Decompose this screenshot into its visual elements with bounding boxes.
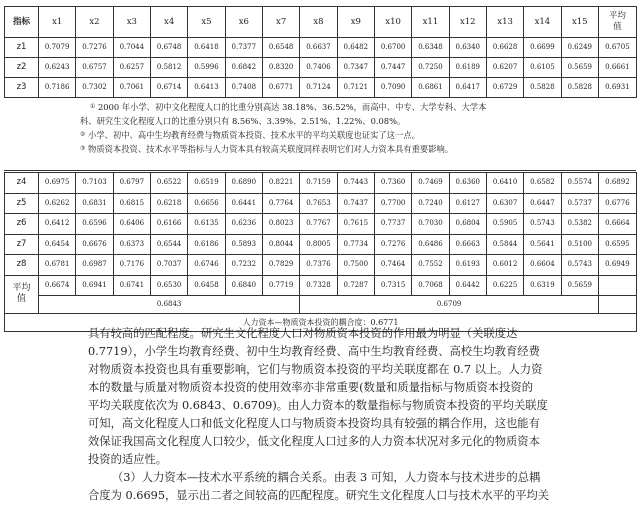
table-cell: 0.7734 <box>337 234 374 255</box>
header-x9: x9 <box>337 7 374 38</box>
table-cell: 0.7500 <box>337 255 374 276</box>
table-cell: 0.7232 <box>225 255 262 276</box>
table-cell: 0.7469 <box>412 173 449 194</box>
table-cell: 0.6186 <box>188 234 225 255</box>
bottom-data-table <box>4 172 637 332</box>
row-label: z2 <box>5 58 39 78</box>
table-cell: 0.6890 <box>225 173 262 194</box>
table-cell: 0.6249 <box>561 38 598 58</box>
table-cell: 0.6373 <box>113 234 150 255</box>
table-cell: 0.6746 <box>188 255 225 276</box>
coupling-degree: 人力资本—物质资本投资的耦合度：0.6771 <box>5 313 637 331</box>
average-cell: 0.6674 <box>39 275 76 295</box>
table-cell: 0.6748 <box>150 38 187 58</box>
row-label: z6 <box>5 214 39 235</box>
header-indicator: 指标 <box>5 7 39 38</box>
table-cell: 0.7437 <box>337 193 374 214</box>
table-cell: 0.7302 <box>76 78 113 98</box>
header-average <box>598 7 636 38</box>
table-cell: 0.6105 <box>524 58 561 78</box>
table-cell: 0.6596 <box>76 214 113 235</box>
table-cell: 0.7176 <box>113 255 150 276</box>
table-cell: 0.7767 <box>300 214 337 235</box>
table-cell: 0.6700 <box>374 38 411 58</box>
average-cell: 0.7328 <box>300 275 337 295</box>
table-cell: 0.7700 <box>374 193 411 214</box>
header-x6: x6 <box>225 7 262 38</box>
table-cell: 0.7061 <box>113 78 150 98</box>
footnote-2-mark: ② <box>80 131 86 138</box>
average-cell: 0.7068 <box>412 275 449 295</box>
table-cell: 0.6815 <box>113 193 150 214</box>
table-cell: 0.6218 <box>150 193 187 214</box>
header-x7: x7 <box>262 7 299 38</box>
group-average-empty <box>598 295 636 313</box>
table-cell: 0.7408 <box>225 78 262 98</box>
average-row-label-line1: 平均 <box>12 283 31 293</box>
table-cell: 0.6771 <box>262 78 299 98</box>
table-row <box>5 193 637 214</box>
footnote-1-mark: ① <box>90 103 96 110</box>
table-cell: 0.6412 <box>39 214 76 235</box>
row-average: 0.6705 <box>598 38 636 58</box>
group-average-row <box>5 295 637 313</box>
table-cell: 0.6189 <box>449 58 486 78</box>
average-cell: 0.6530 <box>150 275 187 295</box>
header-x4: x4 <box>150 7 187 38</box>
row-label: z7 <box>5 234 39 255</box>
table-cell: 0.7090 <box>374 78 411 98</box>
average-cell: 0.6319 <box>524 275 561 295</box>
table-cell: 0.6861 <box>412 78 449 98</box>
table-cell: 0.6699 <box>524 38 561 58</box>
table-cell: 0.5996 <box>188 58 225 78</box>
row-average: 0.6664 <box>598 214 636 235</box>
table-cell: 0.8320 <box>262 58 299 78</box>
row-label: z5 <box>5 193 39 214</box>
body-line: 合度为 0.6695，显示出二者之间较高的匹配程度。研究生文化程度人口与技术水平的平均关 <box>88 489 550 502</box>
table-cell: 0.6656 <box>188 193 225 214</box>
header-x1: x1 <box>39 7 76 38</box>
table-cell: 0.6406 <box>113 214 150 235</box>
table-cell: 0.6522 <box>150 173 187 194</box>
footnote-3: ③ 物质资本投资、技术水平等指标与人力资本具有较高关联度同样表明它们对人力资本具有重要影响。 <box>80 144 454 154</box>
average-cell: 0.7315 <box>374 275 411 295</box>
average-cell: 0.6741 <box>113 275 150 295</box>
table-cell: 0.5100 <box>561 234 598 255</box>
table-cell: 0.8005 <box>300 234 337 255</box>
group-average-quality: 0.6709 <box>300 295 599 313</box>
table-cell: 0.6243 <box>39 58 76 78</box>
table-cell: 0.5382 <box>561 214 598 235</box>
table-cell: 0.6257 <box>113 58 150 78</box>
table-cell: 0.6714 <box>150 78 187 98</box>
table-cell: 0.6548 <box>262 38 299 58</box>
body-line: 效保证我国高文化程度人口较少，低文化程度人口过多的人力资本状况对多元化的物质资本 <box>88 435 540 448</box>
table-cell: 0.7250 <box>412 58 449 78</box>
table-row <box>5 78 637 98</box>
body-line: 本的数量与质量对物质资本投资的使用效率亦非常重要(数量和质量指标与物质资本投资的 <box>88 381 533 394</box>
table-row <box>5 58 637 78</box>
table-cell: 0.5844 <box>486 234 523 255</box>
table-cell: 0.7044 <box>113 38 150 58</box>
table-cell: 0.6417 <box>449 78 486 98</box>
table-cell: 0.6127 <box>449 193 486 214</box>
bottom-table-body <box>5 173 637 276</box>
body-line: 平均关联度依次为 0.6843、0.6709)。由人力资本的数量指标与物质资本投资的平均关联度 <box>88 399 548 412</box>
body-line: 可知，高文化程度人口和低文化程度人口与物质资本投资均具有较强的耦合作用，这也能有 <box>88 417 540 430</box>
table-cell: 0.5905 <box>486 214 523 235</box>
table-cell: 0.8044 <box>262 234 299 255</box>
table-cell: 0.7552 <box>412 255 449 276</box>
table-cell: 0.6236 <box>225 214 262 235</box>
table-cell: 0.6676 <box>76 234 113 255</box>
table-cell: 0.7030 <box>412 214 449 235</box>
table-cell: 0.7240 <box>412 193 449 214</box>
header-x3: x3 <box>113 7 150 38</box>
average-cell: 0.6840 <box>225 275 262 295</box>
table-cell: 0.6410 <box>486 173 523 194</box>
table-cell: 0.7653 <box>300 193 337 214</box>
table-cell: 0.6360 <box>449 173 486 194</box>
table-cell: 0.7737 <box>374 214 411 235</box>
row-average: 0.6661 <box>598 58 636 78</box>
row-average: 0.6776 <box>598 193 636 214</box>
table-cell: 0.6842 <box>225 58 262 78</box>
footnote-1-line2: 科、研究生文化程度人口的比重分别只有 8.56%、3.39%、2.51%、1.22%、0.08%。 <box>80 116 406 126</box>
table-cell: 0.6804 <box>449 214 486 235</box>
top-data-table <box>4 6 637 98</box>
footnote-1-line1: ① 2000 年小学、初中文化程度人口的比重分别高达 38.18%、36.52%，而高中、中专、大学专科、大学本 <box>90 102 487 112</box>
footnotes <box>80 100 636 166</box>
row-average: 0.6595 <box>598 234 636 255</box>
table-cell: 0.6441 <box>225 193 262 214</box>
header-average-line2: 值 <box>613 22 622 32</box>
header-x2: x2 <box>76 7 113 38</box>
table-cell: 0.6831 <box>76 193 113 214</box>
table-cell: 0.6340 <box>449 38 486 58</box>
table-cell: 0.6628 <box>486 38 523 58</box>
average-row-label <box>5 275 39 313</box>
row-label: z8 <box>5 255 39 276</box>
table-cell: 0.6486 <box>412 234 449 255</box>
table-cell: 0.6987 <box>76 255 113 276</box>
average-cell: 0.6225 <box>486 275 523 295</box>
row-label: z4 <box>5 173 39 194</box>
average-cell: 0.6941 <box>76 275 113 295</box>
header-x12: x12 <box>449 7 486 38</box>
header-x11: x11 <box>412 7 449 38</box>
footnote-2: ② 小学、初中、高中生均教育经费与物质资本投资、技术水平的平均关联度也证实了这一点。 <box>80 130 420 140</box>
header-x10: x10 <box>374 7 411 38</box>
table-cell: 0.6604 <box>524 255 561 276</box>
table-cell: 0.7615 <box>337 214 374 235</box>
row-average: 0.6892 <box>598 173 636 194</box>
table-cell: 0.8023 <box>262 214 299 235</box>
table-cell: 0.6637 <box>300 38 337 58</box>
table-cell: 0.5641 <box>524 234 561 255</box>
table-cell: 0.5893 <box>225 234 262 255</box>
table-cell: 0.6582 <box>524 173 561 194</box>
table-cell: 0.6207 <box>486 58 523 78</box>
header-x14: x14 <box>524 7 561 38</box>
table-cell: 0.7829 <box>262 255 299 276</box>
body-line: 投资的适应性。 <box>88 453 168 466</box>
table-cell: 0.7764 <box>262 193 299 214</box>
table-cell: 0.6012 <box>486 255 523 276</box>
table-cell: 0.5743 <box>561 255 598 276</box>
table-cell: 0.6307 <box>486 193 523 214</box>
table-cell: 0.6447 <box>524 193 561 214</box>
table-cell: 0.7159 <box>300 173 337 194</box>
table-cell: 0.5574 <box>561 173 598 194</box>
table-cell: 0.6729 <box>486 78 523 98</box>
table-row <box>5 255 637 276</box>
table-cell: 0.8221 <box>262 173 299 194</box>
body-paragraphs <box>88 325 628 505</box>
table-cell: 0.7121 <box>337 78 374 98</box>
table-cell: 0.6166 <box>150 214 187 235</box>
table-cell: 0.7376 <box>300 255 337 276</box>
header-x15: x15 <box>561 7 598 38</box>
table-cell: 0.6135 <box>188 214 225 235</box>
row-average: 0.6931 <box>598 78 636 98</box>
table-cell: 0.7037 <box>150 255 187 276</box>
row-average: 0.6949 <box>598 255 636 276</box>
table-cell: 0.6519 <box>188 173 225 194</box>
table-cell: 0.7124 <box>300 78 337 98</box>
average-cell: 0.5659 <box>561 275 598 295</box>
row-label: z1 <box>5 38 39 58</box>
table-cell: 0.6544 <box>150 234 187 255</box>
table-cell: 0.7447 <box>374 58 411 78</box>
body-line: 具有较高的匹配程度。研究生文化程度人口对物质资本投资的作用最为明显（关联度达 <box>88 327 518 340</box>
group-average-quantity: 0.6843 <box>39 295 300 313</box>
table-cell: 0.6975 <box>39 173 76 194</box>
table-cell: 0.6797 <box>113 173 150 194</box>
table-cell: 0.6482 <box>337 38 374 58</box>
table-cell: 0.6781 <box>39 255 76 276</box>
table-cell: 0.7103 <box>76 173 113 194</box>
table-cell: 0.6757 <box>76 58 113 78</box>
table-cell: 0.7079 <box>39 38 76 58</box>
average-row-label-line2: 值 <box>16 294 26 304</box>
table-cell: 0.5812 <box>150 58 187 78</box>
table-cell: 0.5737 <box>561 193 598 214</box>
table-cell: 0.7406 <box>300 58 337 78</box>
top-table-body <box>5 38 637 98</box>
table-cell: 0.7186 <box>39 78 76 98</box>
table-cell: 0.6663 <box>449 234 486 255</box>
table-cell: 0.5828 <box>561 78 598 98</box>
header-x5: x5 <box>188 7 225 38</box>
average-cell: 0.6458 <box>188 275 225 295</box>
footnote-3-mark: ③ <box>80 145 86 152</box>
table-cell: 0.7347 <box>337 58 374 78</box>
table-cell: 0.6454 <box>39 234 76 255</box>
table-cell: 0.6418 <box>188 38 225 58</box>
table-cell: 0.6262 <box>39 193 76 214</box>
table-cell: 0.6413 <box>188 78 225 98</box>
header-x8: x8 <box>300 7 337 38</box>
table-row <box>5 234 637 255</box>
average-cell: 0.7719 <box>262 275 299 295</box>
table-cell: 0.6193 <box>449 255 486 276</box>
table-row <box>5 173 637 194</box>
table-cell: 0.6348 <box>412 38 449 58</box>
body-line: （3）人力资本—技术水平系统的耦合关系。由表 3 可知，人力资本与技术进步的总耦 <box>112 471 541 484</box>
page-divider <box>4 170 636 171</box>
header-average-line1: 平均 <box>608 11 626 21</box>
body-line: 对物质资本投资也具有重要影响，它们与物质资本投资的平均关联度都在 0.7 以上。人力资 <box>88 363 543 376</box>
table-row <box>5 214 637 235</box>
table-header-row <box>5 7 637 38</box>
average-empty <box>598 275 636 295</box>
table-cell: 0.7276 <box>374 234 411 255</box>
table-row <box>5 38 637 58</box>
average-cell: 0.7287 <box>337 275 374 295</box>
header-x13: x13 <box>486 7 523 38</box>
table-cell: 0.7377 <box>225 38 262 58</box>
body-line: 0.7719），小学生均教育经费、初中生均教育经费、高中生均教育经费、高校生均教育经费 <box>88 345 540 358</box>
row-label: z3 <box>5 78 39 98</box>
table-cell: 0.5659 <box>561 58 598 78</box>
table-cell: 0.7464 <box>374 255 411 276</box>
table-cell: 0.7360 <box>374 173 411 194</box>
table-cell: 0.7276 <box>76 38 113 58</box>
table-cell: 0.5828 <box>524 78 561 98</box>
average-cell: 0.6442 <box>449 275 486 295</box>
table-cell: 0.5743 <box>524 214 561 235</box>
average-row <box>5 275 637 295</box>
table-cell: 0.7443 <box>337 173 374 194</box>
